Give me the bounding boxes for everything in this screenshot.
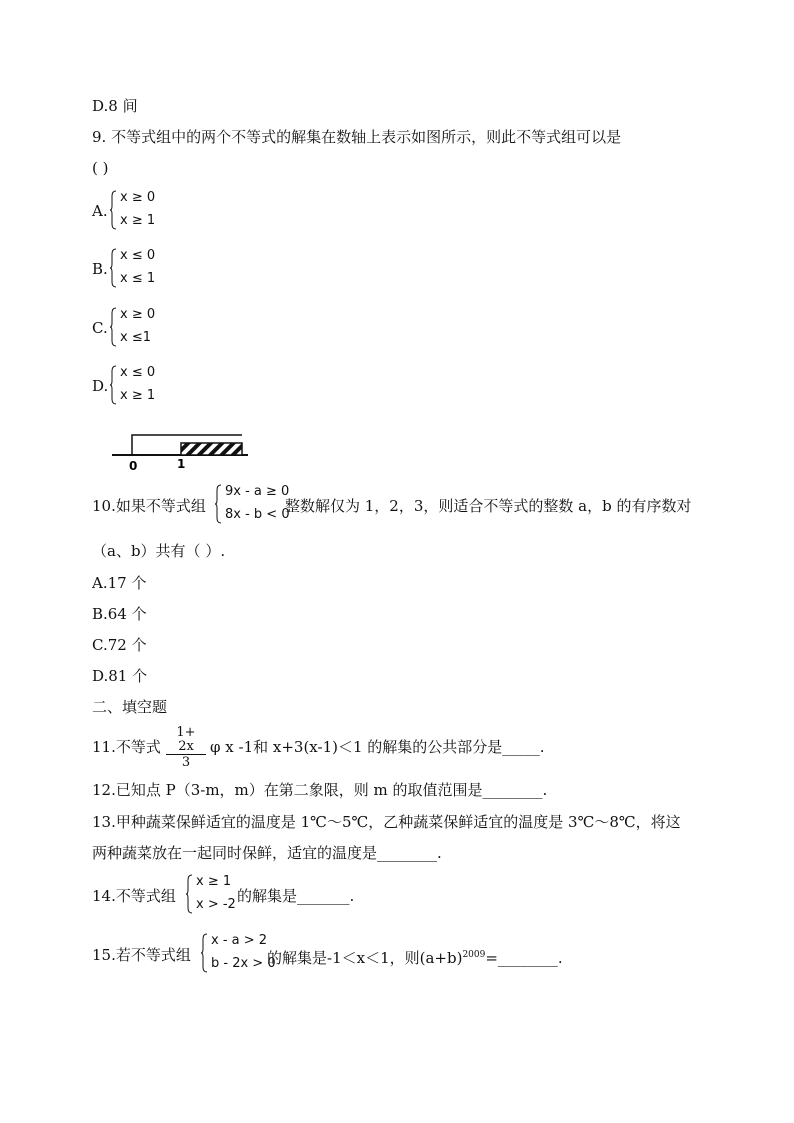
q12-text: 12.已知点 P（3-m，m）在第二象限，则 m 的取值范围是________.: [92, 781, 548, 799]
solution-hatched-region: [181, 443, 242, 455]
q9-option-c-line2: x ≤1: [120, 330, 151, 345]
q9-question-text: 9. 不等式组中的两个不等式的解集在数轴上表示如图所示，则此不等式组可以是: [92, 128, 622, 146]
q9-option-b-line1: x ≤ 0: [120, 248, 156, 263]
q11-prefix: 11.不等式: [92, 738, 161, 756]
q14-line1: x ≥ 1: [196, 874, 232, 889]
brace-icon: [110, 365, 117, 405]
q8-option-d: D.8 间: [92, 97, 138, 115]
q15-suffix: [267, 945, 563, 968]
brace-icon: [186, 874, 193, 914]
q15-suffix-b: =________.: [485, 949, 563, 967]
q15-line2: b - 2x > 0: [211, 956, 276, 971]
q10-line2: 8x - b < 0: [225, 507, 290, 522]
q9-option-a-line1: x ≥ 0: [120, 190, 156, 205]
brace-icon: [110, 248, 117, 288]
q9-option-d-line2: x ≥ 1: [120, 388, 156, 403]
number-line-figure: [108, 430, 258, 472]
tick-label-0: 0: [129, 459, 138, 472]
q10-option-a: A.17 个: [92, 574, 147, 592]
q15-suffix-a: 的解集是-1＜x＜1，则(a+b): [267, 949, 463, 967]
q15-prefix: 15.若不等式组: [92, 946, 191, 964]
q14-line2: x > -2: [196, 897, 236, 912]
q11-fraction: [166, 726, 206, 771]
q15-exponent: 2009: [462, 950, 486, 960]
q10-suffix: 整数解仅为 1，2，3，则适合不等式的整数 a，b 的有序数对: [285, 497, 692, 515]
tick-label-1: 1: [177, 457, 186, 471]
q9-option-a-line2: x ≥ 1: [120, 213, 156, 228]
q9-option-b-label: B.: [92, 260, 108, 278]
q9-option-d-label: D.: [92, 377, 109, 395]
q9-option-a-label: A.: [92, 202, 108, 220]
q15-line1: x - a > 2: [211, 933, 268, 948]
brace-icon: [215, 484, 222, 524]
brace-icon: [110, 190, 117, 230]
q9-answer-paren: ( ): [92, 159, 109, 177]
q9-option-c-line1: x ≥ 0: [120, 307, 156, 322]
q9-option-d-line1: x ≤ 0: [120, 365, 156, 380]
q10-text-line2: （a、b）共有（ ）.: [92, 542, 226, 560]
brace-icon: [201, 933, 208, 973]
q11-denominator: 3: [181, 755, 191, 770]
brace-icon: [110, 307, 117, 347]
q14-prefix: 14.不等式组: [92, 887, 176, 905]
q14-suffix: 的解集是_______.: [237, 887, 355, 905]
q10-option-c: C.72 个: [92, 636, 147, 654]
q10-prefix: 10.如果不等式组: [92, 497, 206, 515]
q11-suffix: φ x -1和 x+3(x-1)＜1 的解集的公共部分是_____.: [210, 738, 545, 756]
q9-option-c-label: C.: [92, 319, 108, 337]
q13-line1: 13.甲种蔬菜保鲜适宜的温度是 1℃～5℃，乙种蔬菜保鲜适宜的温度是 3℃～8℃，将这: [92, 813, 681, 831]
q10-option-d: D.81 个: [92, 667, 148, 685]
q10-line1: 9x - a ≥ 0: [225, 484, 290, 499]
section-heading-fill-in: 二、填空题: [92, 698, 168, 716]
q13-line2: 两种蔬菜放在一起同时保鲜，适宜的温度是________.: [92, 844, 442, 862]
q11-numerator: 1+ 2x: [166, 726, 206, 755]
q10-option-b: B.64 个: [92, 605, 147, 623]
q9-option-b-line2: x ≤ 1: [120, 271, 156, 286]
